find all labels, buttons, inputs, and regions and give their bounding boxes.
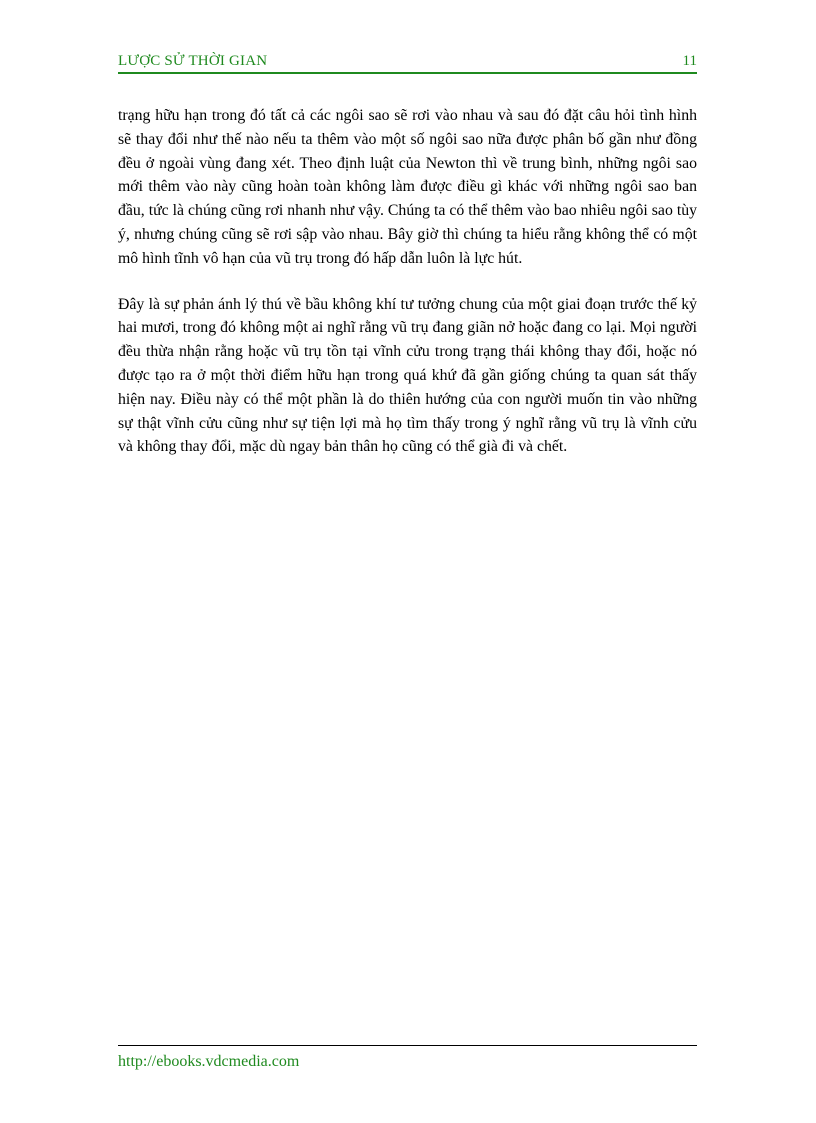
book-title: LƯỢC SỬ THỜI GIAN bbox=[118, 53, 268, 69]
body-text bbox=[118, 104, 697, 481]
paragraph-2: Đây là sự phản ánh lý thú về bầu không khí tư tưởng chung của một giai đoạn trước thế kỷ hai mươi, trong đó không một ai nghĩ rằng vũ trụ đang giãn nở hoặc đang co lại. Mọi người đều thừa nhận rằng hoặc vũ trụ tồn tại vĩnh cửu trong trạng thái không thay đổi, hoặc nó được tạo ra ở một thời điểm hữu hạn trong quá khứ đã gần giống chúng ta quan sát thấy hiện nay. Điều này có thể một phần là do thiên hướng của con người muốn tin vào những sự thật vĩnh cửu cũng như sự tiện lợi mà họ tìm thấy trong ý nghĩ rằng vũ trụ là vĩnh cửu và không thay đổi, mặc dù ngay bản thân họ cũng có thể già đi và chết. bbox=[118, 295, 697, 456]
footer-link[interactable]: http://ebooks.vdcmedia.com bbox=[118, 1053, 300, 1070]
footer bbox=[118, 1045, 697, 1070]
paragraph-1: trạng hữu hạn trong đó tất cả các ngôi sao sẽ rơi vào nhau và sau đó đặt câu hỏi tình hình sẽ thay đổi như thế nào nếu ta thêm vào một số ngôi sao nữa được phân bố gần như đồng đều ở ngoài vùng đang xét. Theo định luật của Newton thì về trung bình, những ngôi sao mới thêm vào này cũng hoàn toàn không làm được điều gì khác với những ngôi sao ban đầu, tức là chúng cũng rơi nhanh như vậy. Chúng ta có thể thêm vào bao nhiêu ngôi sao tùy ý, nhưng chúng cũng sẽ rơi sập vào nhau. Bây giờ thì chúng ta hiểu rằng không thể có một mô hình tĩnh vô hạn của vũ trụ trong đó hấp dẫn luôn là lực hút. bbox=[118, 107, 697, 267]
page-number: 11 bbox=[682, 53, 697, 69]
running-header bbox=[118, 52, 697, 74]
